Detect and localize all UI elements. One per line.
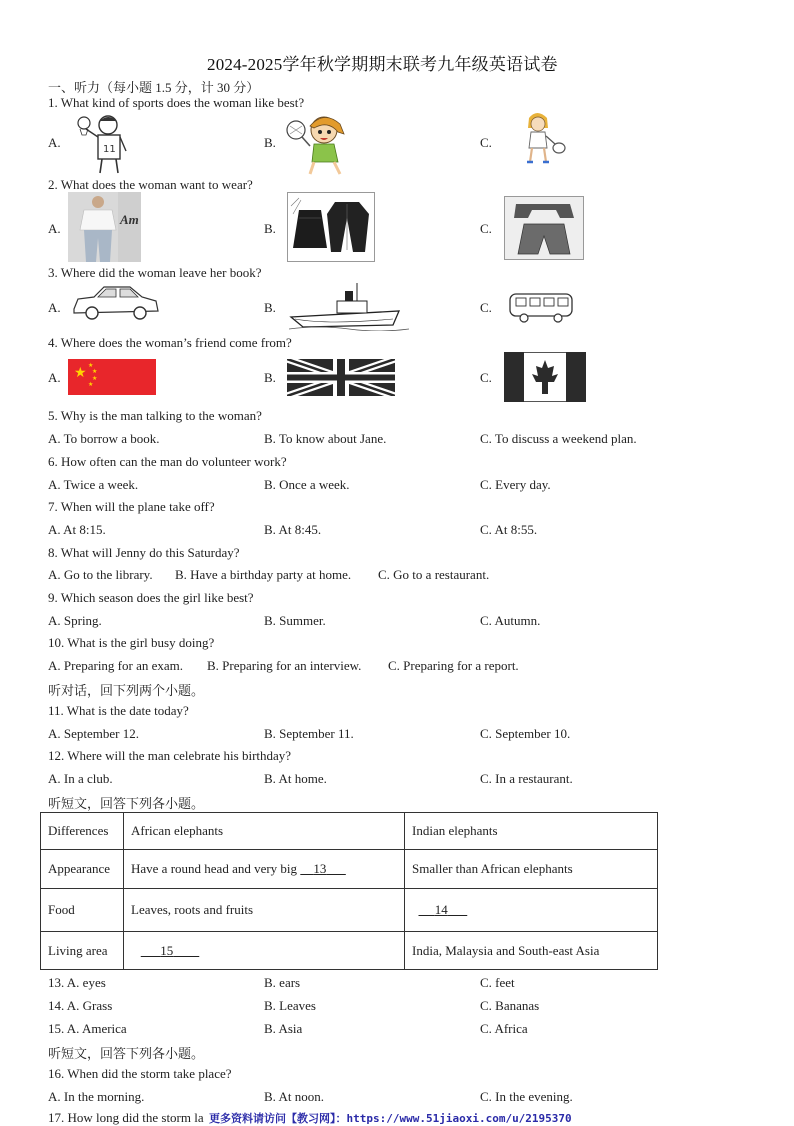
tshirt-sign-text: Am xyxy=(120,212,139,227)
q9-option-c: C. Autumn. xyxy=(480,613,541,628)
bus-image xyxy=(508,290,576,324)
table-cell: Differences xyxy=(41,813,124,850)
skirt-and-jacket-image xyxy=(287,192,375,262)
question-5: 5. Why is the man talking to the woman? xyxy=(48,408,262,423)
q13-option-b: B. ears xyxy=(264,975,301,990)
table-row xyxy=(41,889,658,932)
question-12: 12. Where will the man celebrate his birthday? xyxy=(48,748,292,763)
q4-option-c-label: C. xyxy=(480,370,492,385)
white-tshirt-jeans-photo xyxy=(68,192,141,262)
table-cell: Living area xyxy=(41,932,124,970)
q3-option-c-label: C. xyxy=(480,300,492,315)
q6-option-c: C. Every day. xyxy=(480,477,551,492)
table-cell: Smaller than African elephants xyxy=(405,850,658,889)
q11-option-b: B. September 11. xyxy=(264,726,354,741)
q2-option-a-label: A. xyxy=(48,221,61,236)
q10-option-b: B. Preparing for an interview. xyxy=(207,658,362,673)
page-title: 2024-2025学年秋学期期末联考九年级英语试卷 xyxy=(207,55,558,74)
q16-option-b: B. At noon. xyxy=(264,1089,324,1104)
q9-option-b: B. Summer. xyxy=(264,613,326,628)
question-8: 8. What will Jenny do this Saturday? xyxy=(48,545,240,560)
q15-option-b: B. Asia xyxy=(264,1021,303,1036)
car-image xyxy=(70,283,160,323)
q6-option-b: B. Once a week. xyxy=(264,477,350,492)
q3-option-b-label: B. xyxy=(264,300,276,315)
footer-link-banner[interactable]: 更多资料请访问【教习网】：https://www.51jiaoxi.com/u/2195370 xyxy=(209,1112,572,1125)
instruction-dialogue: 听对话，回下列两个小题。 xyxy=(48,683,205,698)
question-6: 6. How often can the man do volunteer work? xyxy=(48,454,287,469)
table-cell xyxy=(124,850,405,889)
svg-text:11: 11 xyxy=(103,144,116,155)
question-2: 2. What does the woman want to wear? xyxy=(48,177,253,192)
q14-option-c: C. Bananas xyxy=(480,998,540,1013)
q5-option-c: C. To discuss a weekend plan. xyxy=(480,431,637,446)
q11-option-c: C. September 10. xyxy=(480,726,571,741)
q7-option-c: C. At 8:55. xyxy=(480,522,538,537)
tennis-girl-image xyxy=(284,112,350,176)
q1-option-b-label: B. xyxy=(264,135,276,150)
q4-option-b-label: B. xyxy=(264,370,276,385)
uk-flag-image xyxy=(287,359,395,396)
table-row xyxy=(41,850,658,889)
table-cell: Food xyxy=(41,889,124,932)
section-heading: 一、听力（每小题 1.5 分，计 30 分） xyxy=(48,80,260,95)
q12-option-b: B. At home. xyxy=(264,771,327,786)
question-1: 1. What kind of sports does the woman like best? xyxy=(48,95,305,110)
q13-option-a: 13. A. eyes xyxy=(48,975,106,990)
question-7: 7. When will the plane take off? xyxy=(48,499,215,514)
blank-14-number: 14 xyxy=(434,902,448,917)
table-cell-text: Have a round head and very big xyxy=(131,861,301,876)
svg-text:★: ★ xyxy=(92,375,98,382)
q10-option-c: C. Preparing for a report. xyxy=(388,658,519,673)
china-flag-image xyxy=(68,359,156,395)
q16-option-c: C. In the evening. xyxy=(480,1089,573,1104)
blank-13 xyxy=(300,861,346,876)
canada-flag-image xyxy=(504,352,586,402)
q2-option-b-label: B. xyxy=(264,221,276,236)
q15-option-a: 15. A. America xyxy=(48,1021,127,1036)
blank-15-number: 15 xyxy=(160,942,174,958)
q8-option-a: A. Go to the library. xyxy=(48,567,153,582)
question-4: 4. Where does the woman’s friend come from? xyxy=(48,335,292,350)
table-cell: Appearance xyxy=(41,850,124,889)
svg-text:★: ★ xyxy=(88,381,94,388)
q5-option-b: B. To know about Jane. xyxy=(264,431,387,446)
q14-option-a: 14. A. Grass xyxy=(48,998,113,1013)
q11-option-a: A. September 12. xyxy=(48,726,139,741)
q5-option-a: A. To borrow a book. xyxy=(48,431,160,446)
blank-15 xyxy=(141,943,200,958)
q12-option-a: A. In a club. xyxy=(48,771,113,786)
question-3: 3. Where did the woman leave her book? xyxy=(48,265,262,280)
svg-text:★: ★ xyxy=(88,362,94,369)
q15-option-c: C. Africa xyxy=(480,1021,528,1036)
table-row xyxy=(41,932,658,970)
ship-image xyxy=(289,281,409,331)
q8-option-c: C. Go to a restaurant. xyxy=(378,567,490,582)
table-cell: India, Malaysia and South-east Asia xyxy=(405,932,658,970)
blank-13-number: 13 xyxy=(313,861,327,876)
table-cell xyxy=(405,889,658,932)
q2-option-c-label: C. xyxy=(480,221,492,236)
q7-option-b: B. At 8:45. xyxy=(264,522,322,537)
instruction-passage-2: 听短文，回答下列各小题。 xyxy=(48,1046,205,1061)
badminton-girl-image xyxy=(515,110,571,172)
table-cell: Leaves, roots and fruits xyxy=(124,889,405,932)
blank-14 xyxy=(419,902,468,917)
question-17: 17. How long did the storm la xyxy=(48,1110,204,1125)
q8-option-b: B. Have a birthday party at home. xyxy=(175,567,352,582)
q1-option-c-label: C. xyxy=(480,135,492,150)
q9-option-a: A. Spring. xyxy=(48,613,102,628)
question-9: 9. Which season does the girl like best? xyxy=(48,590,254,605)
instruction-passage: 听短文，回答下列各小题。 xyxy=(48,796,205,811)
q3-option-a-label: A. xyxy=(48,300,61,315)
question-11: 11. What is the date today? xyxy=(48,703,189,718)
table-cell xyxy=(124,932,405,970)
svg-text:★: ★ xyxy=(92,368,98,375)
q4-option-a-label: A. xyxy=(48,370,61,385)
q7-option-a: A. At 8:15. xyxy=(48,522,106,537)
question-16: 16. When did the storm take place? xyxy=(48,1066,232,1081)
q6-option-a: A. Twice a week. xyxy=(48,477,139,492)
q10-option-a: A. Preparing for an exam. xyxy=(48,658,184,673)
q13-option-c: C. feet xyxy=(480,975,515,990)
elephant-comparison-table xyxy=(40,812,658,970)
svg-text:★: ★ xyxy=(74,365,87,381)
table-row xyxy=(41,813,658,850)
basketball-player-image xyxy=(72,111,132,175)
shorts-and-top-image xyxy=(504,196,584,260)
table-cell: African elephants xyxy=(124,813,405,850)
q16-option-a: A. In the morning. xyxy=(48,1089,145,1104)
q12-option-c: C. In a restaurant. xyxy=(480,771,573,786)
q14-option-b: B. Leaves xyxy=(264,998,316,1013)
question-10: 10. What is the girl busy doing? xyxy=(48,635,215,650)
table-cell: Indian elephants xyxy=(405,813,658,850)
q1-option-a-label: A. xyxy=(48,135,61,150)
